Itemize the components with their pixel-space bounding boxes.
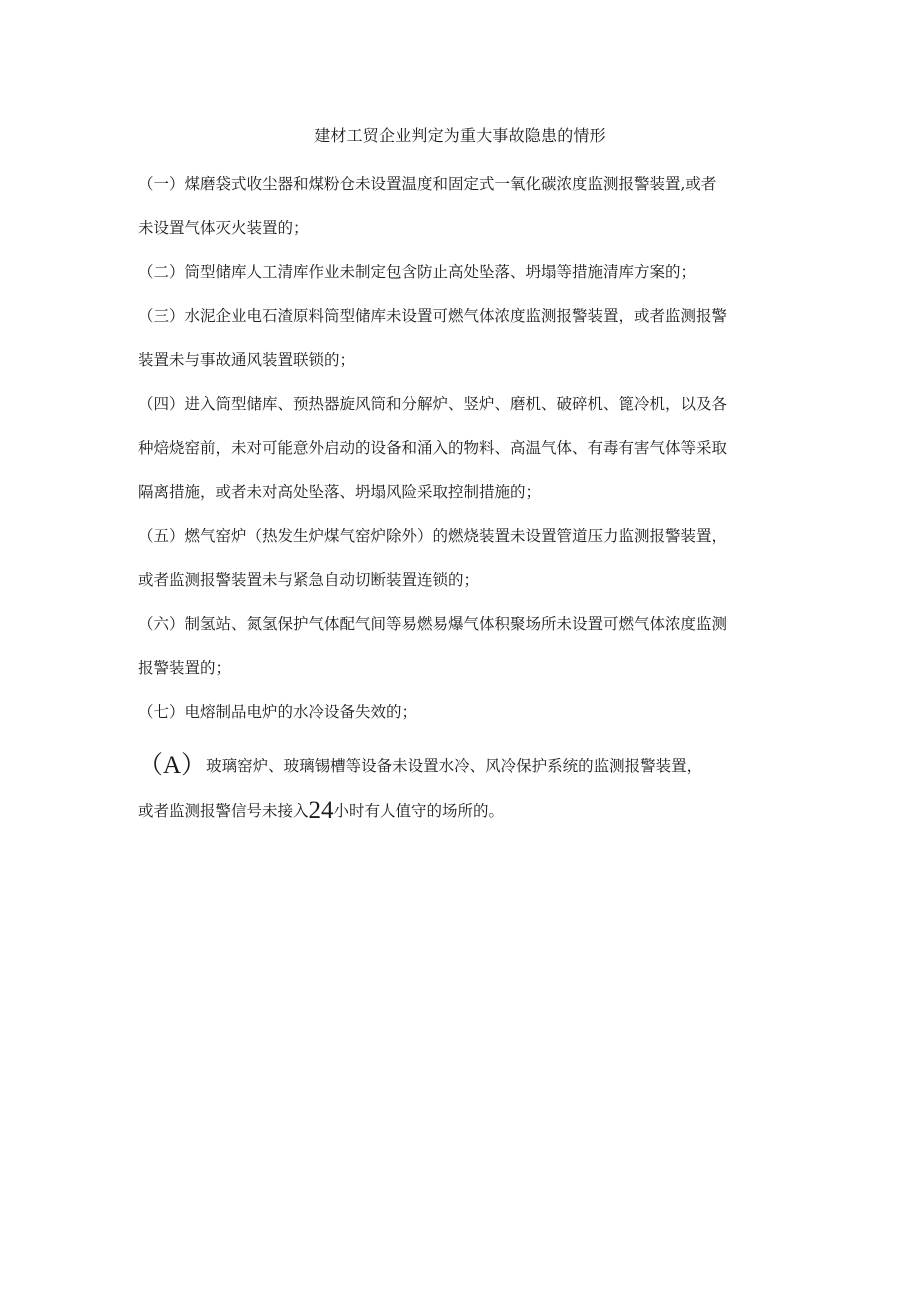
list-item-2 — [138, 259, 788, 286]
list-item-marker: （A） — [138, 752, 207, 779]
list-item-line: 种焙烧窑前，未对可能意外启动的设备和涌入的物料、高温气体、有毒有害气体等采取 — [138, 439, 728, 457]
list-item-line: （一）煤磨袋式收尘器和煤粉仓未设置温度和固定式一氧化碳浓度监测报警装置,或者 — [138, 175, 717, 193]
list-item-4 — [138, 391, 788, 506]
list-item-8 — [138, 752, 788, 825]
list-item-text: 或者监测报警信号未接入 — [138, 802, 309, 820]
list-item-line: （三）水泥企业电石渣原料筒型储库未设置可燃气体浓度监测报警装置，或者监测报警 — [138, 307, 728, 325]
list-item-line: 隔离措施，或者未对高处坠落、坍塌风险采取控制措施的； — [138, 483, 542, 501]
list-item-6 — [138, 611, 788, 682]
list-item-line — [138, 797, 788, 825]
list-item-line: 报警装置的； — [138, 659, 232, 677]
document-title: 建材工贸企业判定为重大事故隐患的情形 — [314, 126, 606, 145]
list-item-7 — [138, 699, 788, 726]
list-item-line: （四）进入筒型储库、预热器旋风筒和分解炉、竖炉、磨机、破碎机、篦冷机，以及各 — [138, 395, 728, 413]
list-item-line: （六）制氢站、氮氢保护气体配气间等易燃易爆气体积聚场所未设置可燃气体浓度监测 — [138, 615, 728, 633]
list-item-line: 未设置气体灭火装置的； — [138, 219, 309, 237]
list-item-text: 小时有人值守的场所的。 — [333, 802, 505, 820]
list-item-1 — [138, 171, 788, 242]
list-item-text: 玻璃窑炉、玻璃锡槽等设备未设置水冷、风冷保护系统的监测报警装置， — [206, 757, 703, 775]
list-item-line: （二）筒型储库人工清库作业未制定包含防止高处坠落、坍塌等措施清库方案的； — [138, 263, 697, 281]
list-item-line: （五）燃气窑炉（热发生炉煤气窑炉除外）的燃烧装置未设置管道压力监测报警装置， — [138, 527, 728, 545]
list-item-line: 装置未与事故通风装置联锁的； — [138, 351, 356, 369]
list-item-3 — [138, 303, 788, 374]
list-item-line: 或者监测报警装置未与紧急自动切断装置连锁的； — [138, 571, 480, 589]
list-item-line: （七）电熔制品电炉的水冷设备失效的； — [138, 703, 418, 721]
list-item-5 — [138, 523, 788, 594]
hours-number: 24 — [308, 797, 334, 824]
document-body — [138, 171, 788, 842]
list-item-line — [138, 752, 788, 780]
